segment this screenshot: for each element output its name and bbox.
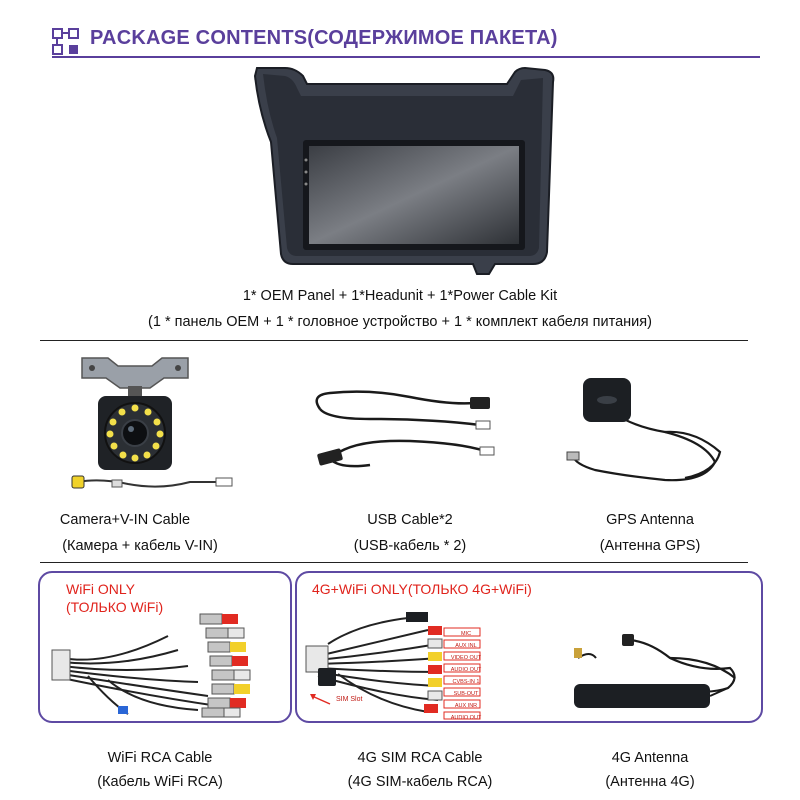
camera-label-en: Camera+V-IN Cable bbox=[59, 512, 191, 528]
header-underline bbox=[52, 56, 760, 58]
wifi-badge-line1: WiFi ONLY bbox=[66, 581, 135, 597]
wifi-cable-label-ru: (Кабель WiFi RCA) bbox=[97, 774, 223, 790]
main-caption-en: 1* OEM Panel + 1*Headunit + 1*Power Cable Kit bbox=[242, 288, 558, 304]
lte-antenna-label-ru: (Антенна 4G) bbox=[605, 774, 695, 790]
gps-label-ru: (Антенна GPS) bbox=[599, 538, 701, 554]
camera-label-ru: (Камера + кабель V-IN) bbox=[62, 538, 218, 554]
section-divider-2 bbox=[40, 562, 748, 563]
lte-antenna-label-en: 4G Antenna bbox=[611, 750, 689, 766]
gps-antenna-image bbox=[565, 372, 735, 497]
wifi-rca-cable-image bbox=[48, 606, 284, 720]
port-tag: CVBS-IN 1 bbox=[452, 679, 480, 685]
usb-label-en: USB Cable*2 bbox=[367, 512, 453, 528]
main-caption-ru: (1 * панель OEM + 1 * головное устройство + 1 * комплект кабеля питания) bbox=[148, 314, 652, 330]
sim-slot-label: SIM Slot bbox=[336, 696, 363, 703]
port-tags bbox=[446, 628, 486, 724]
usb-label-ru: (USB-кабель * 2) bbox=[353, 538, 467, 554]
port-tag: AUDIO OUT bbox=[450, 715, 482, 721]
camera-image bbox=[70, 350, 240, 500]
port-tag: AUDIO OUT bbox=[450, 667, 482, 673]
wifi-badge-line2: (ТОЛЬКО WiFi) bbox=[66, 599, 164, 615]
lte-antenna-image bbox=[560, 628, 755, 718]
port-tag: AUX INL bbox=[455, 643, 477, 649]
modules-icon bbox=[52, 28, 80, 56]
sim-cable-label-ru: (4G SIM-кабель RCA) bbox=[347, 774, 493, 790]
usb-cable-image bbox=[310, 385, 510, 475]
port-tag: AUX INR bbox=[454, 703, 478, 709]
port-tag: MIC bbox=[460, 631, 472, 637]
headunit-panel-image bbox=[245, 62, 565, 282]
lte-badge: 4G+WiFi ONLY(ТОЛЬКО 4G+WiFi) bbox=[312, 581, 532, 597]
port-tag: SUB-OUT bbox=[453, 691, 479, 697]
gps-label-en: GPS Antenna bbox=[606, 512, 694, 528]
wifi-cable-label-en: WiFi RCA Cable bbox=[107, 750, 213, 766]
page-title: PACKAGE CONTENTS(СОДЕРЖИМОЕ ПАКЕТА) bbox=[90, 27, 558, 49]
sim-cable-label-en: 4G SIM RCA Cable bbox=[357, 750, 483, 766]
section-divider bbox=[40, 340, 748, 341]
port-tag: VIDEO OUT bbox=[450, 655, 482, 661]
